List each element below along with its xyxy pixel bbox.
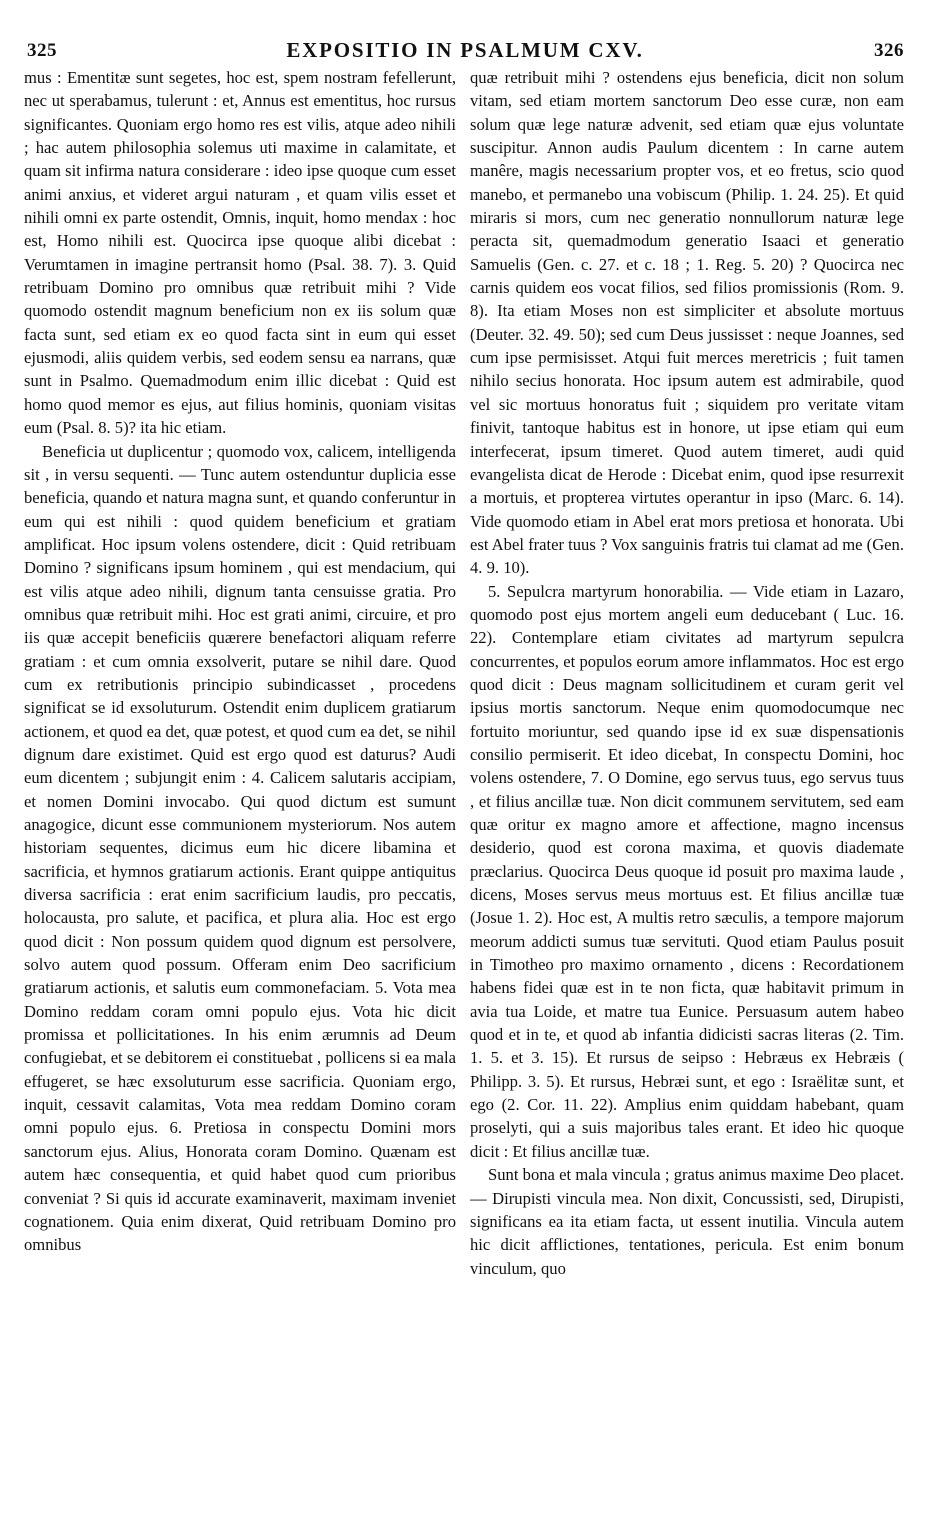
page-number-left: 325 [27, 40, 57, 61]
paragraph: 5. Sepulcra martyrum honorabilia. — Vide etiam in Lazaro, quomodo post ejus mortem angeli eum deducebant ( Luc. 16. 22). Contemplare etiam civitates ad martyrum sepulcra concurrentes, et populos eorum amore inflammatos. Hoc est ergo quod dicit : Deus magnam sollicitudinem et curam gerit vel ipsius mortis sanctorum. Neque enim quomodocumque nec fortuito moriuntur, sed quando ipse id ex suæ dispensationis consilio permiserit. Et ideo dicebat, In conspectu Domini, hoc volens ostendere, 7. O Domine, ego servus tuus, ego servus tuus , et filius ancillæ tuæ. Non dicit communem servitutem, sed eam quæ oritur ex magno amore et affectione, magno incensus desiderio, quod est corona maxima, et quovis diademate præclarius. Quocirca Deus quoque id posuit pro maxima laude , dicens, Moses servus meus mortuus est. Et filius ancillæ tuæ (Josue 1. 2). Hoc est, A multis retro sæculis, a tempore majorum meorum addicti sumus tuæ servituti. Quod etiam Paulus posuit in Timotheo pro maximo ornamento , dicens : Recordationem habens fidei quæ est in te non ficta, quæ habitavit primum in avia tua Loide, et matre tua Eunice. Persuasum autem habeo quod et in te, et quod ab infantia didicisti sacras literas (2. Tim. 1. 5. et 3. 15). Et rursus de seipso : Hebræus ex Hebræis ( Philipp. 3. 5). Et rursus, Hebræi sunt, et ego : Israëlitæ sunt, et ego (2. Cor. 11. 22). Amplius enim quiddam habebant, quam proselyti, qui a suis majoribus tales erant. Et ideo hic quoque dicit : Et filius ancillæ tuæ. [470, 581, 904, 1161]
left-column [24, 66, 456, 1526]
paragraph: Beneficia ut duplicentur ; quomodo vox, calicem, intelligenda sit , in versu sequenti. — Tunc autem ostenduntur duplicia esse beneficia, quando et natura magna sunt, et quando conferuntur in eum qui est nihili : quod quidem beneficium et gratiam amplificat. Hoc ipsum volens ostendere, dicit : Quid retribuam Domino ? significans ipsum hominem , qui est mendacium, qui est vilis atque adeo nihili, dignum tanta censuisse gratia. Pro omnibus quæ retribuit mihi. Hoc est grati animi, circuire, et pro iis quæ accepit beneficiis quærere benefactori aliquam referre gratiam : et cum omnia exsolverit, putare se nihil dare. Quod cum ex retributionis principio subindicasset , procedens significat se id exsoluturum. Ostendit enim duplicem gratiarum actionem, et quod ea det, quæ potest, et quod cum ea det, se nihil dignum dare existimet. Quid est ergo quod est daturus? Audi eum dicentem ; subjungit enim : 4. Calicem salutaris accipiam, et nomen Domini invocabo. Qui quod dictum est sumunt anagogice, dicunt esse communionem mysteriorum. Nos autem historiam sequentes, dicimus eum hic dicere libamina et sacrificia, et hymnos gratiarum actionis. Erant quippe antiquitus diversa sacrificia : erat enim sacrificium laudis, pro peccatis, holocausta, pro salute, et pacifica, et plura alia. Hoc est ergo quod dicit : Non possum quidem quod dignum est persolvere, solvo autem quod possum. Offeram enim Deo sacrificium gratiarum actionis, et salutis eum commonefaciam. 5. Vota mea Domino reddam coram omni populo ejus. Vota hic dicit promissa et pollicitationes. In his enim ærumnis ad Deum confugiebat, et se debitorem ei constituebat , pollicens si ea mala effugeret, se hæc exsoluturum esse sacrificia. Quoniam ergo, inquit, cessavit calamitas, Vota mea reddam Domino coram omni populo ejus. 6. Pretiosa in conspectu Domini mors sanctorum ejus. Alius, Honorata coram Domino. Quænam est autem hæc consequentia, et quid habet quod cum prioribus conveniat ? Si quis id accurate examinaverit, maximam inveniet cognationem. Quia enim dixerat, Quid retribuam Domino pro omnibus [24, 441, 456, 1255]
page-header [0, 22, 930, 62]
page-number-right: 326 [874, 40, 904, 61]
running-title: EXPOSITIO IN PSALMUM CXV. [286, 38, 644, 62]
paragraph: Sunt bona et mala vincula ; gratus animus maxime Deo placet.— Dirupisti vincula mea. Non dixit, Concussisti, sed, Dirupisti, significans ea ita etiam facta, ut essent inutilia. Vincula autem hic dicit afflictiones, tentationes, pericula. Est enim bonum vinculum, quo [470, 1165, 904, 1278]
paragraph: quæ retribuit mihi ? ostendens ejus beneficia, dicit non solum vitam, sed etiam mortem sanctorum Deo esse curæ, non eam solum quæ lege naturæ advenit, sed etiam quæ ejus voluntate suscipitur. Annon audis Paulum dicentem : In carne autem manêre, magis necessarium propter vos, et eo fretus, scio quod manebo, et permanebo una vobiscum (Philip. 1. 24. 25). Et quid miraris si mors, cum nec generatio nonnullorum naturæ lege peracta sit, quemadmodum generatio Isaaci et generatio Samuelis (Gen. c. 27. et c. 18 ; 1. Reg. 5. 20) ? Quocirca nec carnis quidem eos vocat filios, sed filios promissionis (Rom. 9. 8). Ita etiam Moses non est simpliciter et absolute mortuus (Deuter. 32. 49. 50); sed cum Deus jussisset : neque Joannes, sed cum ipse permisisset. Atqui fuit merces meretricis ; fuit tamen nihilo secius honorata. Hoc ipsum autem est admirabile, quod vel sic mortuus honoratus fuit ; siquidem pro veritate vitam finivit, tantoque habitus est in honore, ut ipse etiam qui eum interfecerat, ipsum timeret. Quod autem timeret, audi quid evangelista dicat de Herode : Dicebat enim, quod ipse resurrexit a mortuis, et propterea virtutes operantur in ipso (Marc. 6. 14). Vide quomodo etiam in Abel erat mors pretiosa et honorata. Ubi est Abel frater tuus ? Vox sanguinis fratris tui clamat ad me (Gen. 4. 9. 10). [470, 68, 904, 578]
paragraph: mus : Ementitæ sunt segetes, hoc est, spem nostram fefellerunt, nec ut sperabamus, tulerunt : et, Annus est ementitus, hoc rursus significantes. Quoniam ergo homo res est vilis, atque adeo nihili ; hac autem philosophia solemus uti maxime in calamitate, et quam sit infirma natura considerare : ideo ipse quoque cum esset animi anxius, et videret argui naturam , et quam vilis esset et nihili omni ex parte ostendit, Omnis, inquit, homo mendax : hoc est, Homo nihili est. Quocirca ipse quoque alibi dicebat : Verumtamen in imagine pertransit homo (Psal. 38. 7). 3. Quid retribuam Domino pro omnibus quæ retribuit mihi ? Vide quomodo ostendit magnum beneficium non ex iis solum quæ facta sunt, sed etiam ex eo quod facta sint in eum qui esset ejusmodi, aliis quidem verbis, sed eodem sensu ea narrans, quæ sunt in Psalmo. Quemadmodum enim illic dicebat : Quid est homo quod memor es ejus, aut filius hominis, quoniam visitas eum (Psal. 8. 5)? ita hic etiam. [24, 68, 456, 438]
right-column [470, 66, 904, 1526]
